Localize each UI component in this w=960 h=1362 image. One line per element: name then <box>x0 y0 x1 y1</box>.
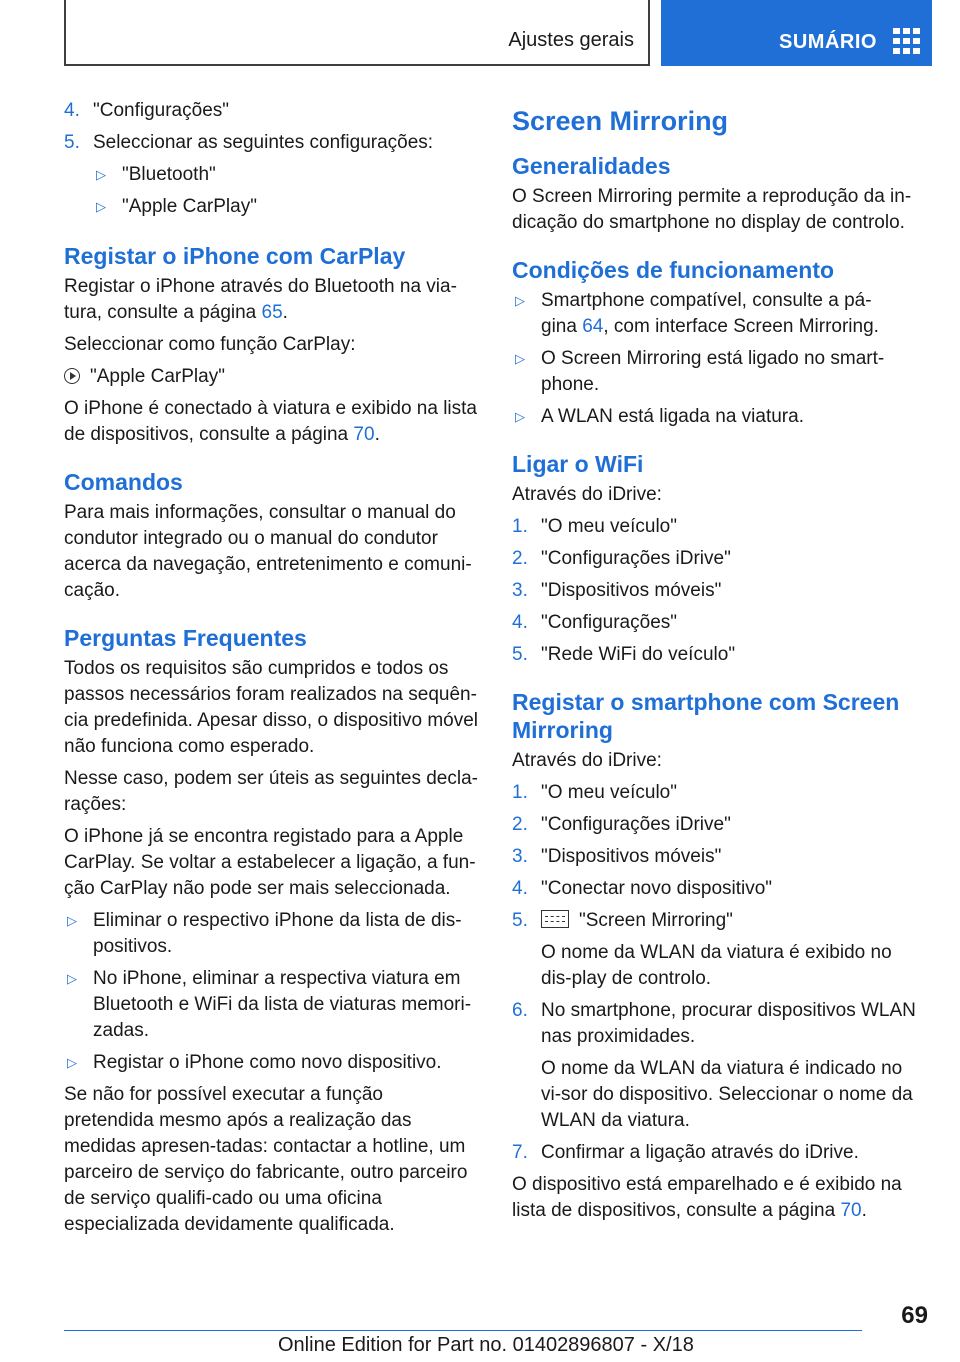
right-column <box>512 98 926 1230</box>
triangle-bullet-icon: ▷ <box>67 1055 77 1070</box>
triangle-bullet-icon: ▷ <box>515 293 525 308</box>
list-item: 4. "Configurações" <box>64 100 230 121</box>
carplay-icon <box>64 368 80 384</box>
bullet-item: ▷ Eliminar o respectivo iPhone da lista de dis-positivos. <box>67 910 462 957</box>
list-item: 2. "Configurações iDrive" <box>512 548 731 569</box>
triangle-bullet-icon: ▷ <box>96 199 106 214</box>
step-detail: O nome da WLAN da viatura é indicado no vi-sor do dispositivo. Seleccionar o nome da WLAN da viatura. <box>541 1058 913 1131</box>
heading-register-carplay: Registar o iPhone com CarPlay <box>64 243 406 269</box>
summary-label: SUMÁRIO <box>779 31 877 53</box>
page-number: 69 <box>901 1302 928 1329</box>
list-item: 6. No smartphone, procurar dispositivos WLAN nas proximidades. <box>512 1000 916 1047</box>
heading-wifi: Ligar o WiFi <box>512 451 644 477</box>
page-header <box>64 0 932 66</box>
triangle-bullet-icon: ▷ <box>67 971 77 986</box>
heading-faq: Perguntas Frequentes <box>64 625 307 651</box>
paragraph: O Screen Mirroring permite a reprodução da in-dicação do smartphone no display de controlo. <box>512 186 912 233</box>
bullet-item: ▷ No iPhone, eliminar a respectiva viatura em Bluetooth e WiFi da lista de viaturas memori-zadas. <box>67 968 472 1041</box>
list-item: 7. Confirmar a ligação através do iDrive. <box>512 1142 859 1163</box>
list-item: 2. "Configurações iDrive" <box>512 814 731 835</box>
page-link[interactable]: 64 <box>582 316 604 337</box>
paragraph: Todos os requisitos são cumpridos e todos os passos necessários foram realizados na sequên-cia predefinida. Apesar disso, o dispositivo móvel não funciona como esperado. <box>64 658 479 757</box>
heading-screen-mirroring: Screen Mirroring <box>512 106 729 136</box>
paragraph: Registar o iPhone através do Bluetooth na via- tura, consulte a página 65. <box>64 276 457 323</box>
paragraph: "Apple CarPlay" <box>64 364 478 390</box>
heading-commands: Comandos <box>64 469 183 495</box>
paragraph: O dispositivo está emparelhado e é exibido na lista de dispositivos, consulte a página 70. <box>512 1174 902 1221</box>
list-item: 3. "Dispositivos móveis" <box>512 580 722 601</box>
paragraph: Se não for possível executar a função pretendida mesmo após a realização das medidas apresen-tadas: contactar a hotline, um parceiro de serviço do fabricante, outro parceiro de serviço qualifi-cado ou uma oficina especializada devidamente qualificada. <box>64 1084 468 1235</box>
list-item: 4. "Configurações" <box>512 612 678 633</box>
section-tab <box>64 0 650 66</box>
triangle-bullet-icon: ▷ <box>515 351 525 366</box>
step-detail: O nome da WLAN da viatura é exibido no dis-play de controlo. <box>541 942 892 989</box>
grid-icon <box>893 28 921 54</box>
list-item: 5. "Screen Mirroring" <box>512 910 733 931</box>
page-link[interactable]: 70 <box>353 424 375 445</box>
section-title: Ajustes gerais <box>508 29 634 51</box>
triangle-bullet-icon: ▷ <box>96 167 106 182</box>
bullet-item: ▷ A WLAN está ligada na viatura. <box>512 404 926 430</box>
triangle-bullet-icon: ▷ <box>515 409 525 424</box>
triangle-bullet-icon: ▷ <box>67 913 77 928</box>
paragraph: Seleccionar como função CarPlay: <box>64 334 356 355</box>
paragraph: Através do iDrive: <box>512 750 662 771</box>
bullet-item: ▷ O Screen Mirroring está ligado no smart-phone. <box>515 348 885 395</box>
list-item: 1. "O meu veículo" <box>512 782 677 803</box>
footer-edition: Online Edition for Part no. 01402896807 - X/18 <box>278 1334 694 1356</box>
paragraph: Através do iDrive: <box>512 484 662 505</box>
bullet-item: ▷ "Bluetooth" <box>93 162 478 188</box>
heading-general: Generalidades <box>512 153 671 179</box>
screen-mirroring-icon <box>541 910 569 928</box>
heading-register-mirroring: Registar o smartphone com Screen Mirroring <box>512 689 900 743</box>
page-link[interactable]: 70 <box>840 1200 862 1221</box>
paragraph: O iPhone é conectado à viatura e exibido na lista de dispositivos, consulte a página 70. <box>64 398 477 445</box>
list-item: 4. "Conectar novo dispositivo" <box>512 878 773 899</box>
bullet-item: ▷ "Apple CarPlay" <box>93 194 478 220</box>
summary-button[interactable] <box>661 0 932 66</box>
page-link[interactable]: 65 <box>261 302 283 323</box>
heading-conditions: Condições de funcionamento <box>512 257 835 283</box>
paragraph: Para mais informações, consultar o manual do condutor integrado ou o manual do condutor acerca da navegação, entretenimento e comuni-cação. <box>64 502 472 601</box>
paragraph: Nesse caso, podem ser úteis as seguintes decla-rações: <box>64 768 478 815</box>
list-item: 5. "Rede WiFi do veículo" <box>512 644 736 665</box>
list-item: 3. "Dispositivos móveis" <box>512 846 722 867</box>
footer-divider <box>64 1330 862 1331</box>
list-item: 5. Seleccionar as seguintes configurações: <box>64 132 434 153</box>
left-column <box>64 98 478 1244</box>
bullet-item: ▷ Smartphone compatível, consulte a pá- gina 64, com interface Screen Mirroring. <box>515 290 879 337</box>
bullet-item: ▷ Registar o iPhone como novo dispositivo. <box>64 1050 478 1076</box>
list-item: 1. "O meu veículo" <box>512 516 677 537</box>
paragraph: O iPhone já se encontra registado para a Apple CarPlay. Se voltar a estabelecer a ligação, a fun-ção CarPlay não pode ser mais seleccionada. <box>64 826 476 899</box>
